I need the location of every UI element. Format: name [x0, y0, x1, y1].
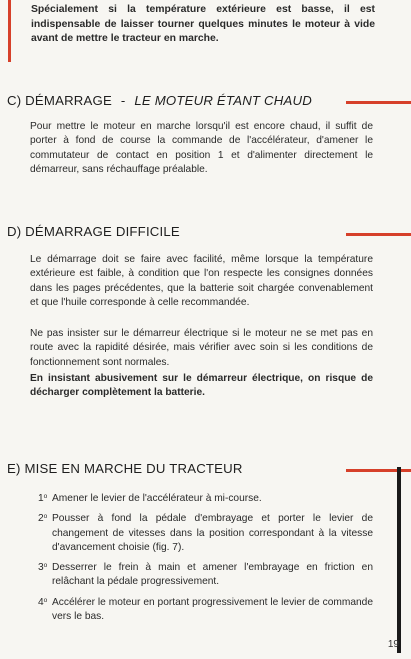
step-text: Accélérer le moteur en portant progressivement le levier de commande vers le bas.	[52, 596, 373, 623]
section-e-heading: E) MISE EN MARCHE DU TRACTEUR	[7, 461, 243, 476]
section-d-warning: En insistant abusivement sur le démarreur électrique, on risque de décharger complètement la batterie.	[30, 373, 373, 399]
step-text: Amener le levier de l'accélérateur à mi-course.	[52, 493, 262, 504]
steps-list	[38, 492, 373, 630]
section-c-rule	[346, 101, 411, 104]
section-d-paragraph-2: Ne pas insister sur le démarreur électrique si le moteur ne se met pas en route avec la rapidité désirée, mais vérifier avec soin si les conditions de fonctionnement sont normales.	[30, 328, 373, 368]
list-item	[38, 561, 373, 590]
intro-paragraph: Spécialement si la température extérieure est basse, il est indispensable de laisser tourner quelques minutes le moteur à vide avant de mettre le tracteur en marche.	[31, 4, 375, 45]
section-d-paragraph-1: Le démarrage doit se faire avec facilité, même lorsque la température extérieure est faible, à condition que l'on respecte les consignes données dans les pages précédentes, que la batterie soit chargée convenablement et que l'huile corresponde à celle recommandée.	[30, 254, 373, 308]
step-text: Pousser à fond la pédale d'embrayage et porter le levier de changement de vitesses dans la position correspondant à la vitesse d'avancement choisie (fig. 7).	[52, 513, 373, 553]
step-number: 4$^o$	[38, 596, 48, 608]
step-number: 2$^o$	[38, 513, 48, 525]
section-c-separator: -	[120, 93, 126, 108]
section-c-heading	[7, 93, 312, 109]
list-item	[38, 492, 373, 506]
list-item	[38, 512, 373, 555]
section-c-subtitle: LE MOTEUR ÉTANT CHAUD	[134, 93, 312, 108]
right-margin-bar	[397, 467, 401, 653]
section-c-paragraph: Pour mettre le moteur en marche lorsqu'il est encore chaud, il suffit de porter à fond de course la commande de l'accélérateur, d'amener le commutateur de contact en position 1 et d'alimenter directement le démarreur, sans réchauffage préalable.	[30, 121, 373, 175]
step-text: Desserrer le frein à main et amener l'embrayage en friction en relâchant la pédale progressivement.	[52, 562, 373, 588]
section-c-title: C) DÉMARRAGE	[7, 93, 112, 108]
page-number: 19	[387, 639, 399, 650]
section-d-rule	[346, 233, 411, 236]
section-d-heading: D) DÉMARRAGE DIFFICILE	[7, 224, 180, 239]
step-number: 1$^o$	[38, 493, 48, 504]
left-accent-bar	[8, 0, 11, 62]
section-e-rule	[346, 469, 411, 472]
step-number: 3$^o$	[38, 562, 48, 574]
list-item	[38, 596, 373, 625]
